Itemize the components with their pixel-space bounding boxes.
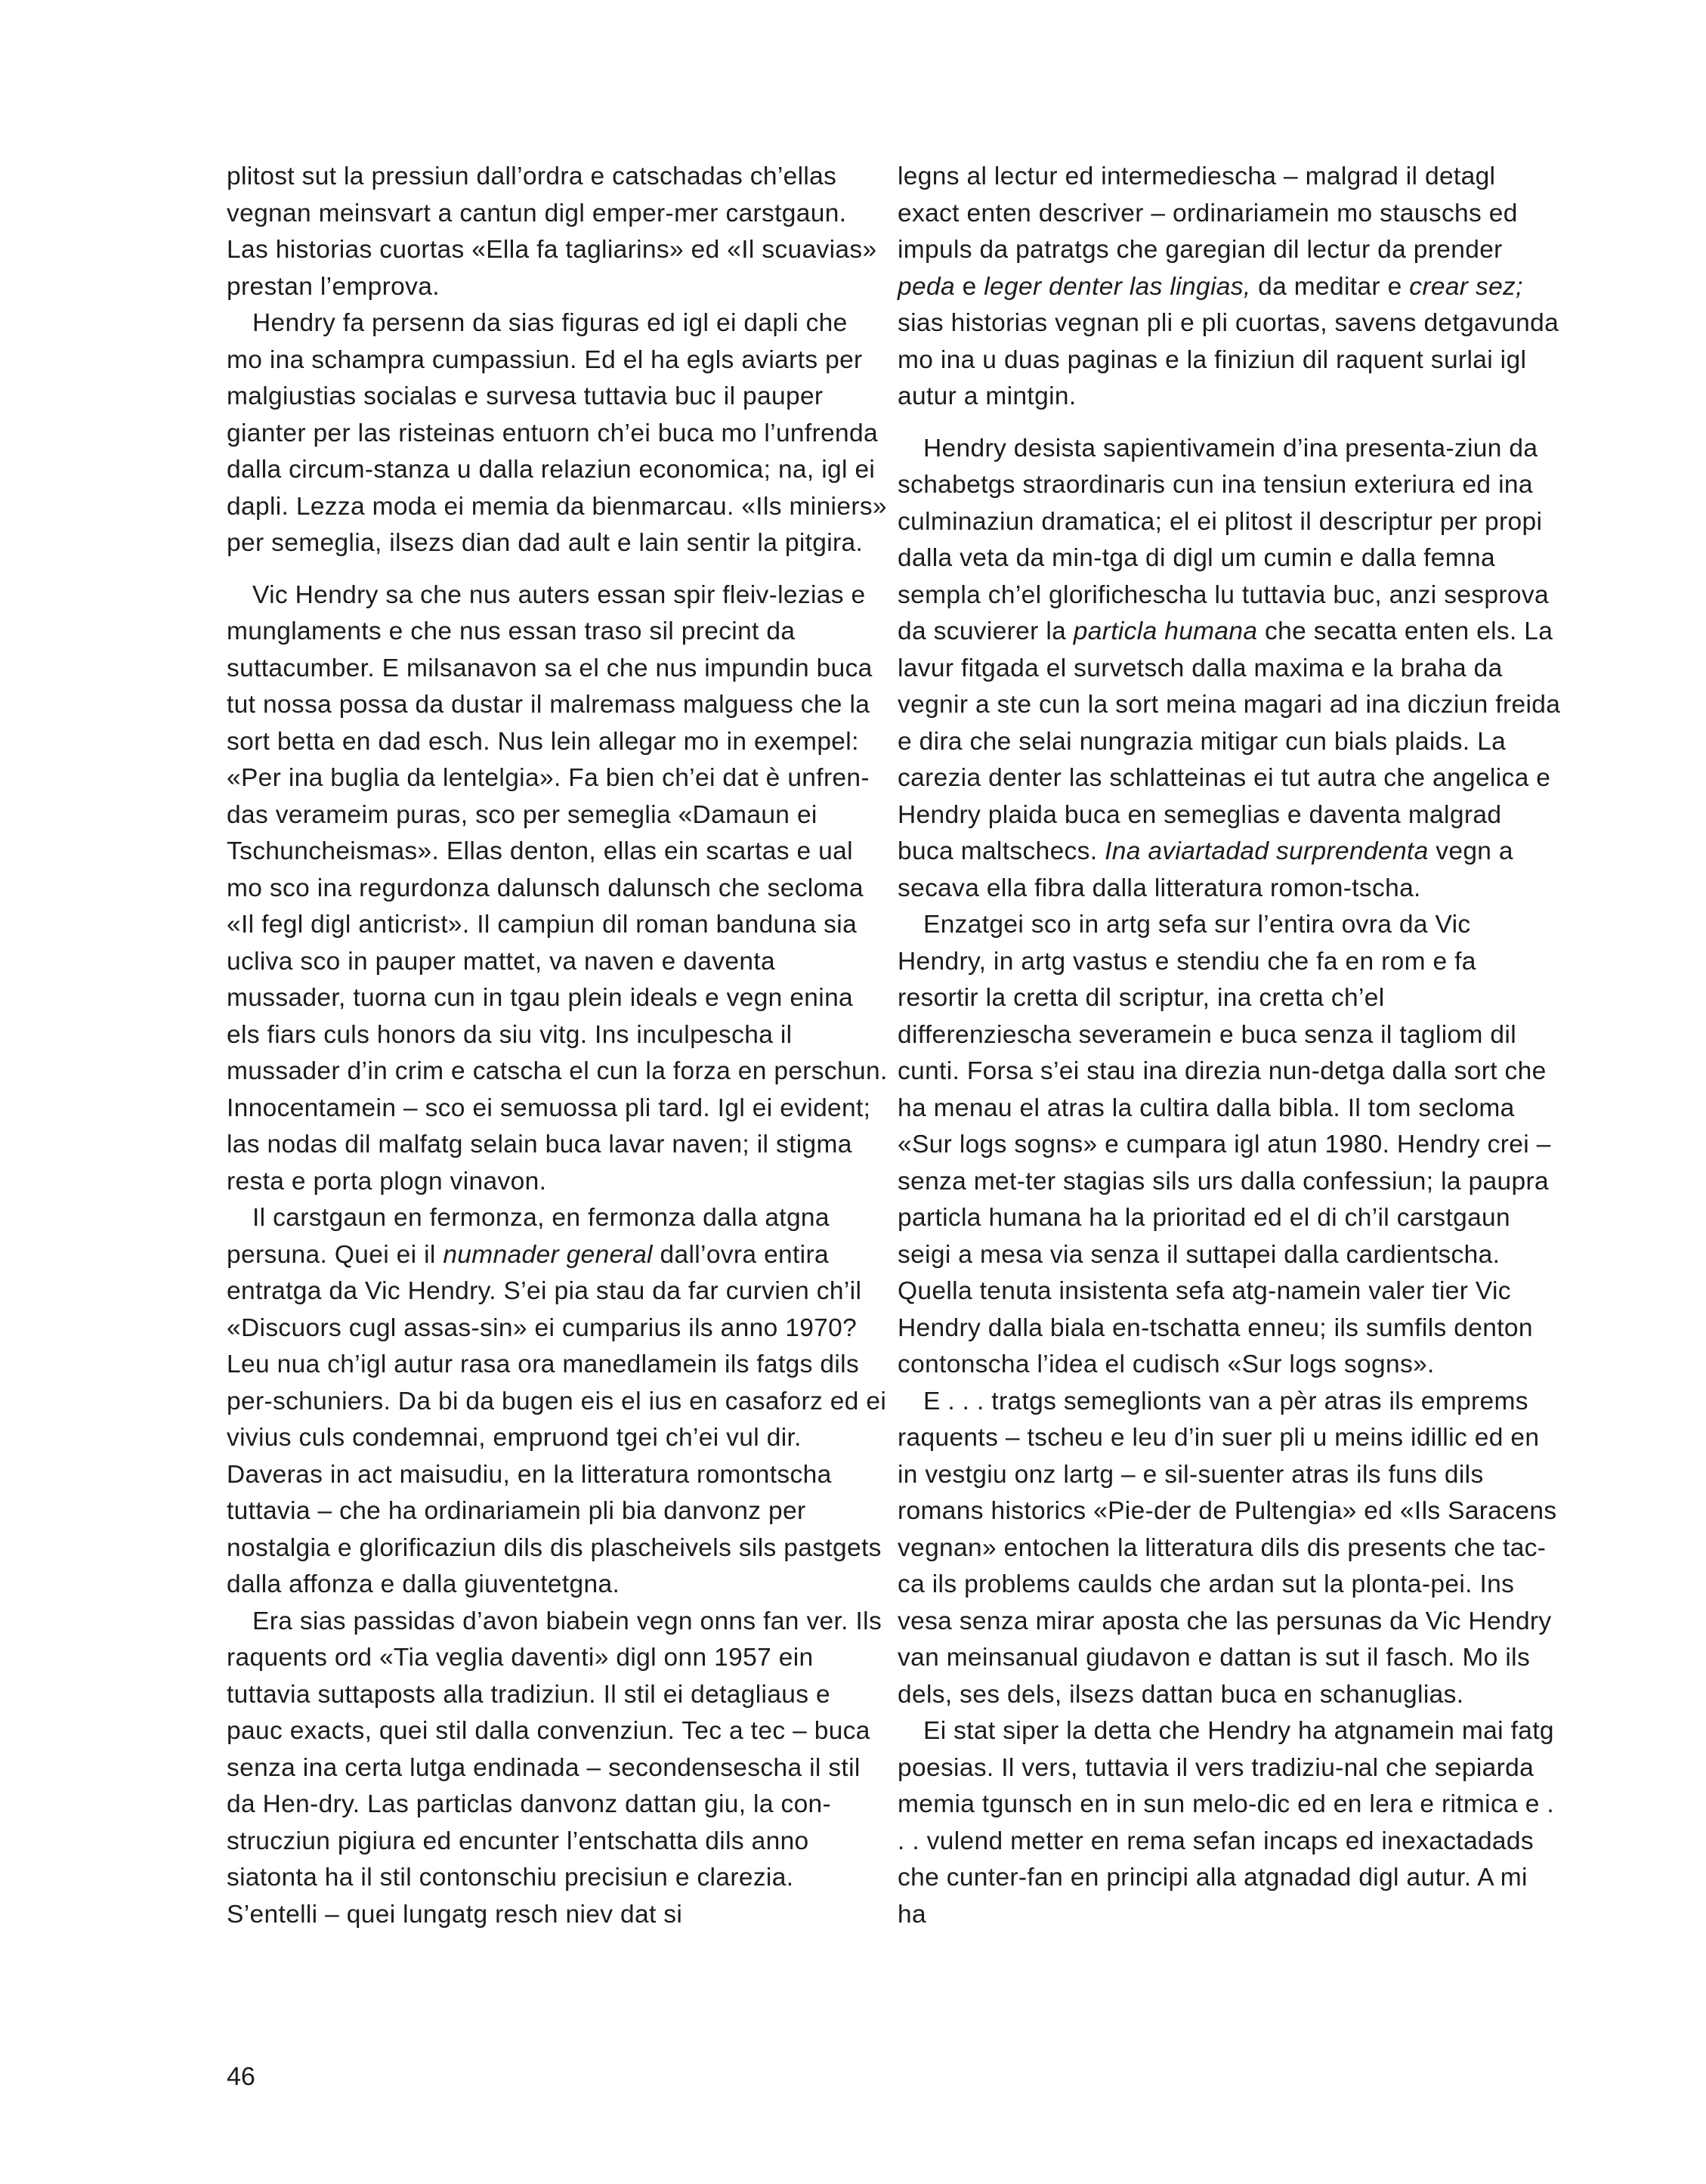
text-run: plitost sut la pressiun dall’ordra e catschadas ch’ellas vegnan meinsvart a cantun digl emper-mer carstgaun. Las historias cuortas «Ella fa tagliarins» ed «Il scuavias» prestan l’emprova. <box>227 162 877 301</box>
paragraph <box>898 1713 1561 1933</box>
italic-text: particla humana <box>1073 617 1258 645</box>
text-run: dall’ovra entira entratga da Vic Hendry. S’ei pia stau da far curvien ch’il «Discuors cugl assas-sin» ei cumparius ils anno 1970? Leu nua ch’igl autur rasa ora manedlamein ils fatgs dils per-schuniers. Da bi da bugen eis el ius en casaforz ed ei vivius culs condemnai, empruond tgei ch’ei vul dir. Daveras in act maisudiu, en la litteratura romontscha tuttavia – che ha ordinariamein pli bia danvonz per nostalgia e glorificaziun dils dis plascheivels sils pastgets dalla affonza e dalla giuventetgna. <box>227 1240 887 1598</box>
text-run: Hendry desista sapientivamein d’ina presenta-ziun da schabetgs straordinaris cun ina tensiun exteriura ed ina culminaziun dramatica; el ei plitost il descriptur per propi dalla veta da min-tga di digl um cumin e dalla femna sempla ch’el glorifichescha lu tuttavia buc, anzi sesprova da scuvierer la <box>898 434 1549 645</box>
text-run: che secatta enten els. La lavur fitgada el survetsch dalla maxima e la braha da vegnir a ste cun la sort meina magari ad ina dicziun freida e dira che selai nungrazia mitigar cun bials plaids. La carezia denter las schlatteinas ei tut autra che angelica e Hendry plaida buca en semeglias e daventa malgrad buca maltschecs. <box>898 617 1561 865</box>
text-run: Era sias passidas d’avon biabein vegn onns fan ver. Ils raquents ord «Tia veglia daventi» digl onn 1957 ein tuttavia suttaposts alla tradiziun. Il stil ei detagliaus e pauc exacts, quei stil dalla convenziun. Tec a tec – buca senza ina certa lutga endinada – secondensescha il stil da Hen-dry. Las particlas danvonz dattan giu, la con-strucziun pigiura ed encunter l’entschatta dils anno siatonta ha il stil contonschiu precisiun e clarezia. S’entelli – quei lungatg resch niev dat si <box>227 1607 882 1929</box>
italic-text: crear sez; <box>1409 272 1523 301</box>
paragraph-continued <box>227 159 890 305</box>
text-run: e <box>954 272 984 301</box>
paragraph <box>898 1384 1561 1714</box>
italic-text: peda <box>898 272 955 301</box>
paragraph <box>898 431 1561 908</box>
text-run: vegn a secava ella fibra dalla litteratura romon-tscha. <box>898 837 1513 902</box>
paragraph <box>898 907 1561 1384</box>
italic-text: numnader general <box>443 1240 653 1269</box>
text-run: Ei stat siper la detta che Hendry ha atgnamein mai fatg poesias. Il vers, tuttavia il vers tradiziu-nal che sepiarda memia tgunsch en in sun melo-dic ed en lera e ritmica e . . . vulend metter en rema sefan incaps ed inexactadads che cunter-fan en principi alla atgnadad digl autur. A mi ha <box>898 1717 1555 1929</box>
text-run: Il carstgaun en fermonza, en fermonza dalla atgna persuna. Quei ei il <box>227 1204 830 1269</box>
paragraph <box>227 305 890 562</box>
text-run: E . . . tratgs semeglionts van a pèr atras ils emprems raquents – tscheu e leu d’in suer pli u meins idillic ed en in vestgiu onz lartg – e sil-suenter atras ils funs dils romans historics «Pie-der de Pultengia» ed «Ils Saracens vegnan» entochen la litteratura dils dis presents che tac-ca ils problems caulds che ardan sut la plonta-pei. Ins vesa senza mirar aposta che las persunas da Vic Hendry van meinsanual giudavon e dattan is sut il fasch. Mo ils dels, ses dels, ilsezs dattan buca en schanuglias. <box>898 1387 1557 1709</box>
page-number: 46 <box>227 2062 255 2091</box>
paragraph <box>227 1200 890 1604</box>
text-run: sias historias vegnan pli e pli cuortas, savens detgavunda mo ina u duas paginas e la finiziun dil raquent surlai igl autur a mintgin. <box>898 309 1559 410</box>
paragraph-continued <box>898 159 1561 416</box>
right-text-column <box>898 159 1561 1933</box>
text-run: legns al lectur ed intermediescha – malgrad il detagl exact enten descriver – ordinariamein mo stauschs ed impuls da patratgs che garegian dil lectur da prender <box>898 162 1518 264</box>
paragraph <box>227 577 890 1201</box>
text-run: Enzatgei sco in artg sefa sur l’entira ovra da Vic Hendry, in artg vastus e stendiu che fa en rom e fa resortir la cretta dil scriptur, ina cretta ch’el differenziescha severamein e buca senza il tagliom dil cunti. Forsa s’ei stau ina direzia nun-detga dalla sort che ha menau el atras la cultira dalla bibla. Il tom secloma «Sur logs sogns» e cumpara igl atun 1980. Hendry crei – senza met-ter stagias sils urs dalla confessiun; la paupra particla humana ha la prioritad ed el di ch’il carstgaun seigi a mesa via senza il suttapei dalla cardientscha. Quella tenuta insistenta sefa atg-namein valer tier Vic Hendry dalla biala en-tschatta enneu; ils sumfils denton contonscha l’idea el cudisch «Sur logs sogns». <box>898 911 1551 1378</box>
text-run: da meditar e <box>1250 272 1410 301</box>
text-run: Hendry fa persenn da sias figuras ed igl ei dapli che mo ina schampra cumpassiun. Ed el ha egls aviarts per malgiustias socialas e survesa tuttavia buc il pauper gianter per las risteinas entuorn ch’ei buca mo l’unfrenda dalla circum-stanza u dalla relaziun economica; na, igl ei dapli. Lezza moda ei memia da bienmarcau. «Ils miniers» per semeglia, ilsezs dian dad ault e lain sentir la pitgira. <box>227 309 887 557</box>
text-run: Vic Hendry sa che nus auters essan spir fleiv-lezias e munglaments e che nus essan traso sil precint da suttacumber. E milsanavon sa el che nus impundin buca tut nossa possa da dustar il malremass malguess che la sort betta en dad esch. Nus lein allegar mo in exempel: «Per ina buglia da lentelgia». Fa bien ch’ei dat è unfren-das verameim puras, sco per semeglia «Damaun ei Tschuncheismas». Ellas denton, ellas ein scartas e ual mo sco ina regurdonza dalunsch dalunsch che secloma «Il fegl digl anticrist». Il campiun dil roman banduna sia ucliva sco in pauper mattet, va naven e daventa mussader, tuorna cun in tgau plein ideals e vegn enina els fiars culs honors da siu vitg. Ins inculpescha il mussader d’in crim e catscha el cun la forza en perschun. Innocentamein – sco ei semuossa pli tard. Igl ei evident; las nodas dil malfatg selain buca lavar naven; il stigma resta e porta plogn vinavon. <box>227 580 888 1196</box>
paragraph <box>227 1604 890 1934</box>
left-text-column <box>227 159 890 1933</box>
italic-text: Ina aviartadad surprendenta <box>1105 837 1429 865</box>
italic-text: leger denter las lingias, <box>984 272 1251 301</box>
